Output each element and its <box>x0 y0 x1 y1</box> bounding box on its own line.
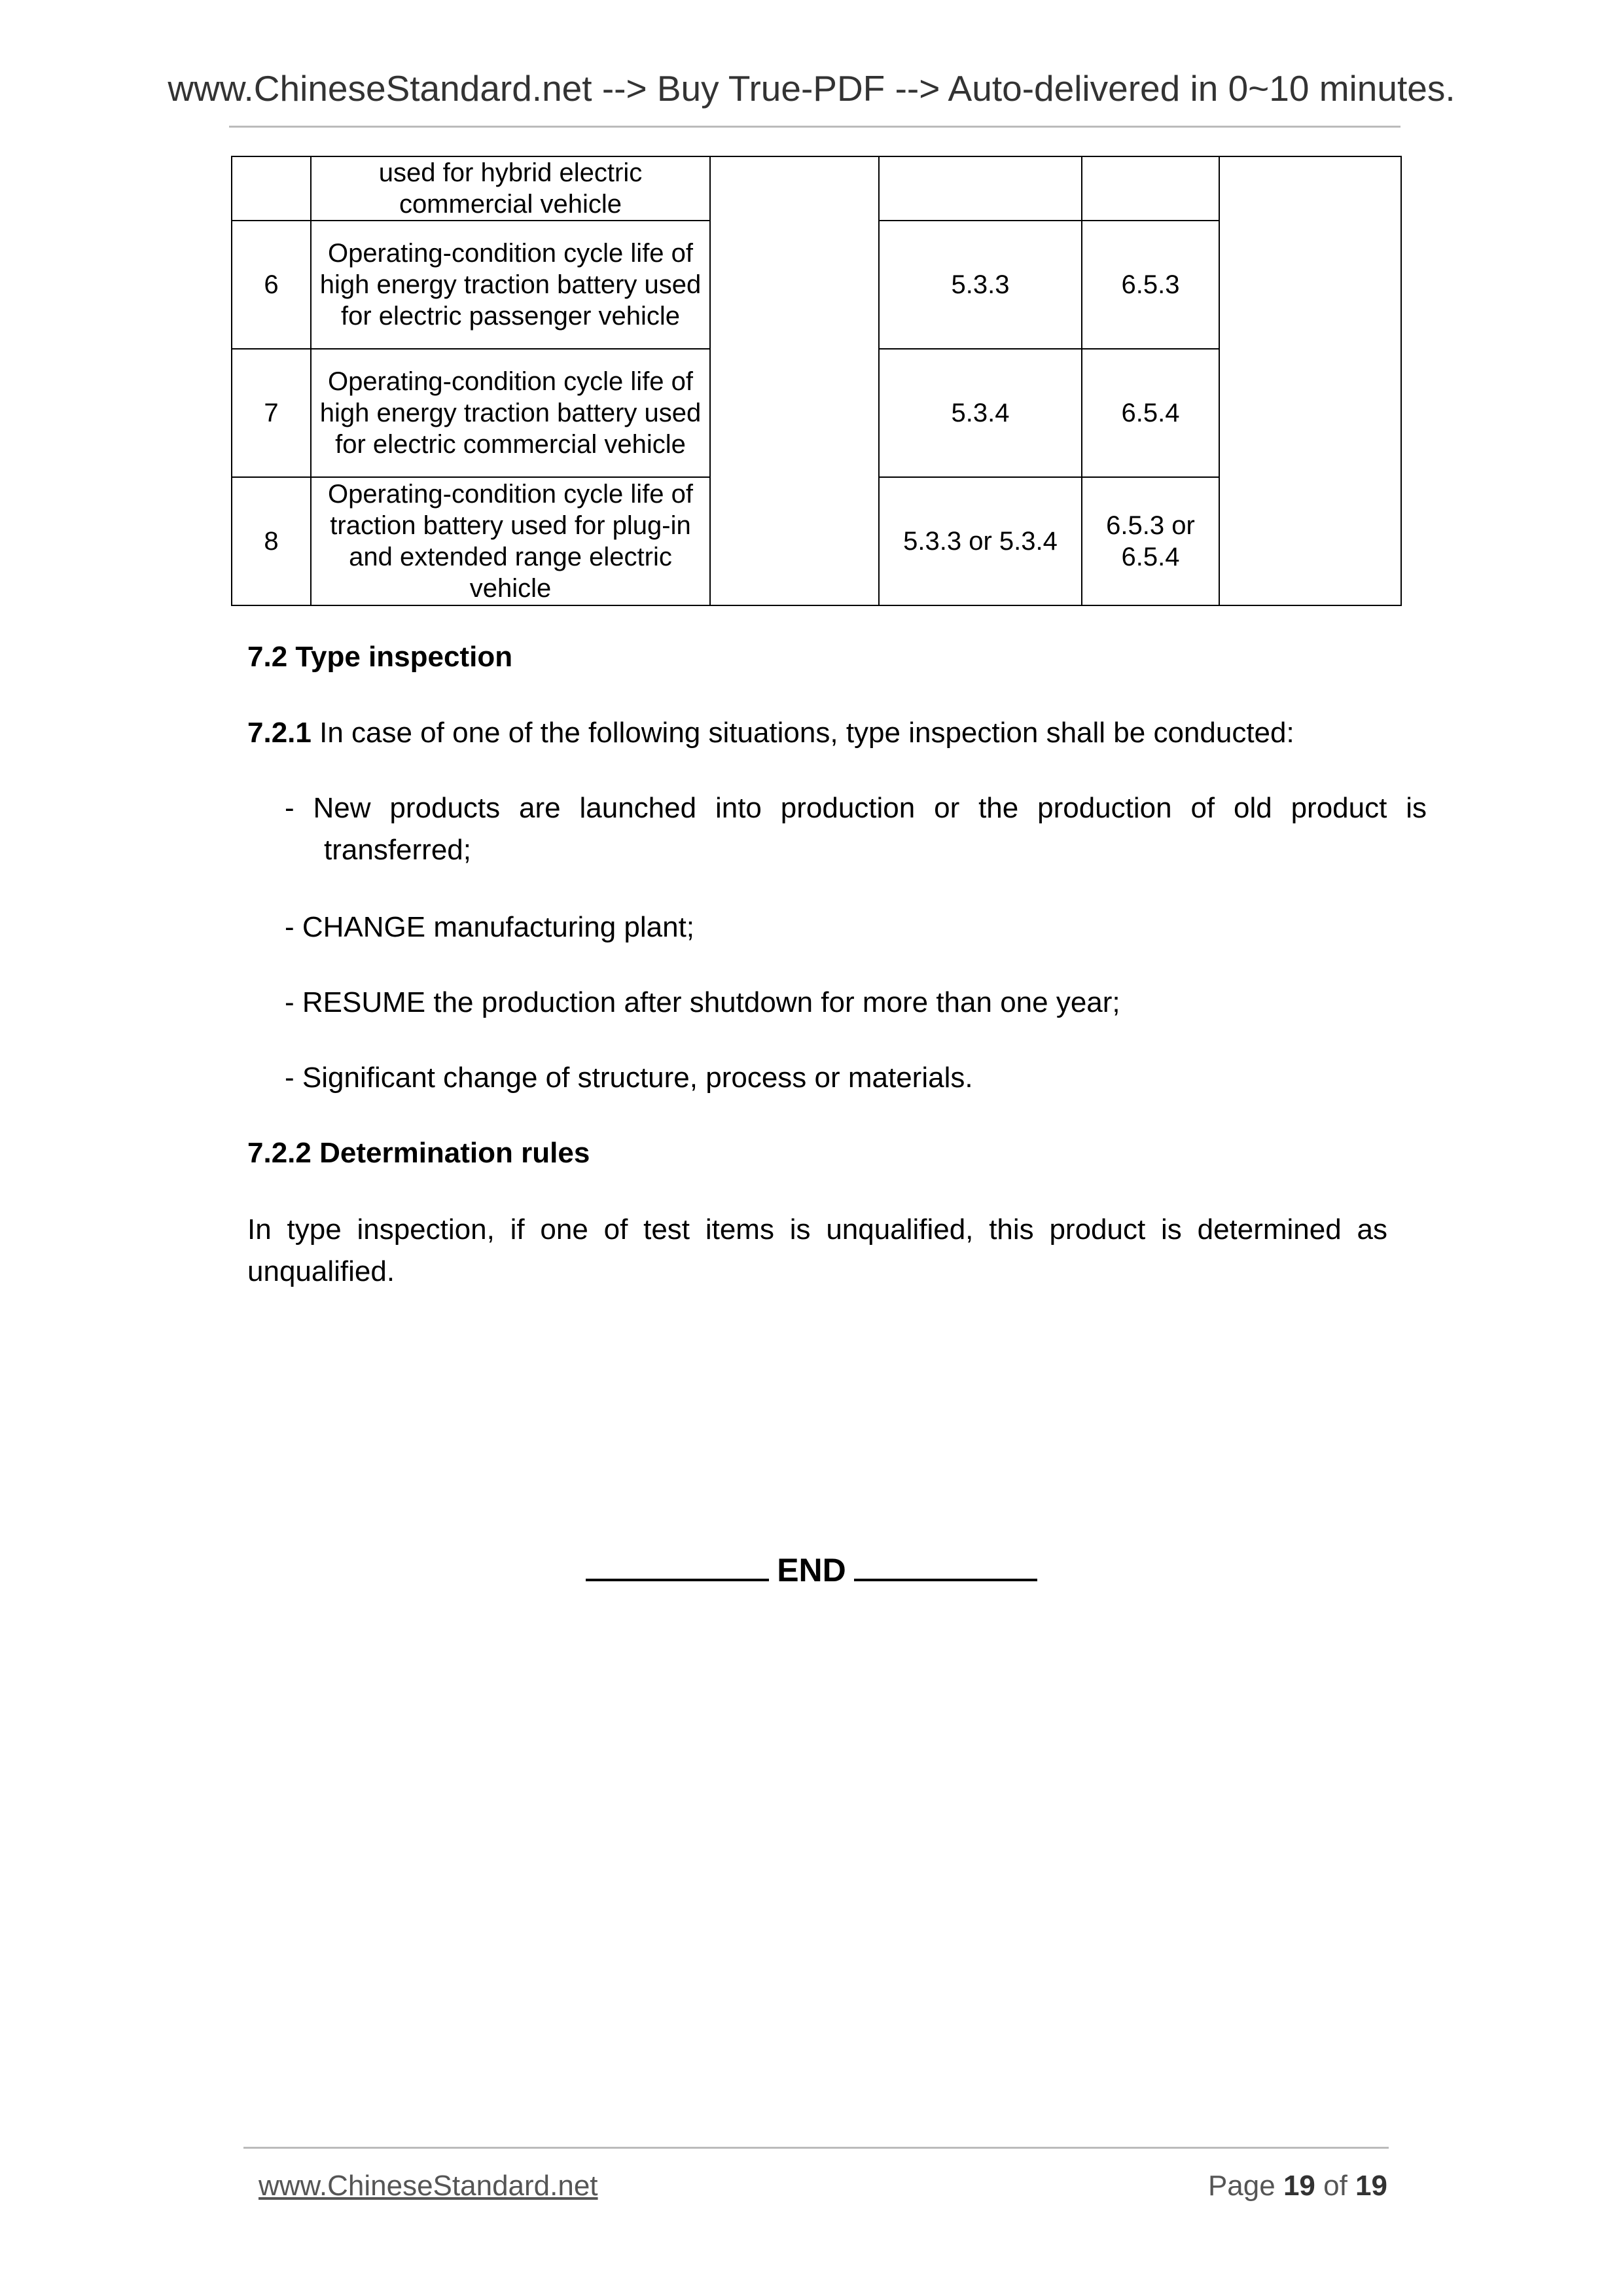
cell-test-method: 6.5.3 or 6.5.4 <box>1082 477 1219 605</box>
header-banner <box>0 65 1623 111</box>
subsection-text: In case of one of the following situations, type inspection shall be conducted: <box>311 717 1294 749</box>
cell-requirement: 5.3.4 <box>879 349 1082 477</box>
header-divider <box>229 126 1400 128</box>
section-heading: 7.2 Type inspection <box>247 641 513 673</box>
cell-no <box>232 156 311 221</box>
cell-test-method: 6.5.4 <box>1082 349 1219 477</box>
end-line-left <box>586 1579 769 1581</box>
bullet-item: - New products are launched into production or the production of old product is transferred; <box>285 792 1427 866</box>
cell-no: 8 <box>232 477 311 605</box>
end-mark <box>0 1551 1623 1589</box>
table-row <box>232 156 1401 221</box>
cell-requirement: 5.3.3 <box>879 221 1082 349</box>
end-label: END <box>777 1552 846 1588</box>
paragraph: In type inspection, if one of test items is unqualified, this product is determined as unqualified. <box>247 1213 1387 1287</box>
page-sep: of <box>1315 2170 1356 2202</box>
cell-test-method <box>1082 156 1219 221</box>
cell-test-method: 6.5.3 <box>1082 221 1219 349</box>
cell-item: used for hybrid electric commercial vehicle <box>311 156 710 221</box>
cell-no: 7 <box>232 349 311 477</box>
cell-item: Operating-condition cycle life of high energy traction battery used for electric passenger vehicle <box>311 221 710 349</box>
end-line-right <box>854 1579 1037 1581</box>
cell-merged-category <box>710 156 879 605</box>
cell-no: 6 <box>232 221 311 349</box>
cell-requirement <box>879 156 1082 221</box>
subsection-7-2-1 <box>247 712 1294 754</box>
bullet-item: - Significant change of structure, process or materials. <box>285 1062 973 1094</box>
cell-item: Operating-condition cycle life of traction battery used for plug-in and extended range electric vehicle <box>311 477 710 605</box>
subsection-heading: 7.2.2 Determination rules <box>247 1137 590 1169</box>
bullet-item: - RESUME the production after shutdown for more than one year; <box>285 986 1120 1018</box>
page-total: 19 <box>1355 2170 1387 2202</box>
subsection-number: 7.2.1 <box>247 717 312 749</box>
cell-merged-remarks <box>1219 156 1401 605</box>
page-number <box>1208 2170 1387 2202</box>
header-banner-text: www.ChineseStandard.net --> Buy True-PDF --> Auto-delivered in 0~10 minutes. <box>168 68 1455 109</box>
footer-site-link[interactable]: www.ChineseStandard.net <box>259 2170 598 2202</box>
footer-divider <box>243 2147 1389 2149</box>
page-current: 19 <box>1283 2170 1315 2202</box>
cell-requirement: 5.3.3 or 5.3.4 <box>879 477 1082 605</box>
bullet-item: - CHANGE manufacturing plant; <box>285 911 695 943</box>
page-prefix: Page <box>1207 2170 1283 2202</box>
requirements-table <box>231 156 1402 606</box>
cell-item: Operating-condition cycle life of high energy traction battery used for electric commercial vehicle <box>311 349 710 477</box>
